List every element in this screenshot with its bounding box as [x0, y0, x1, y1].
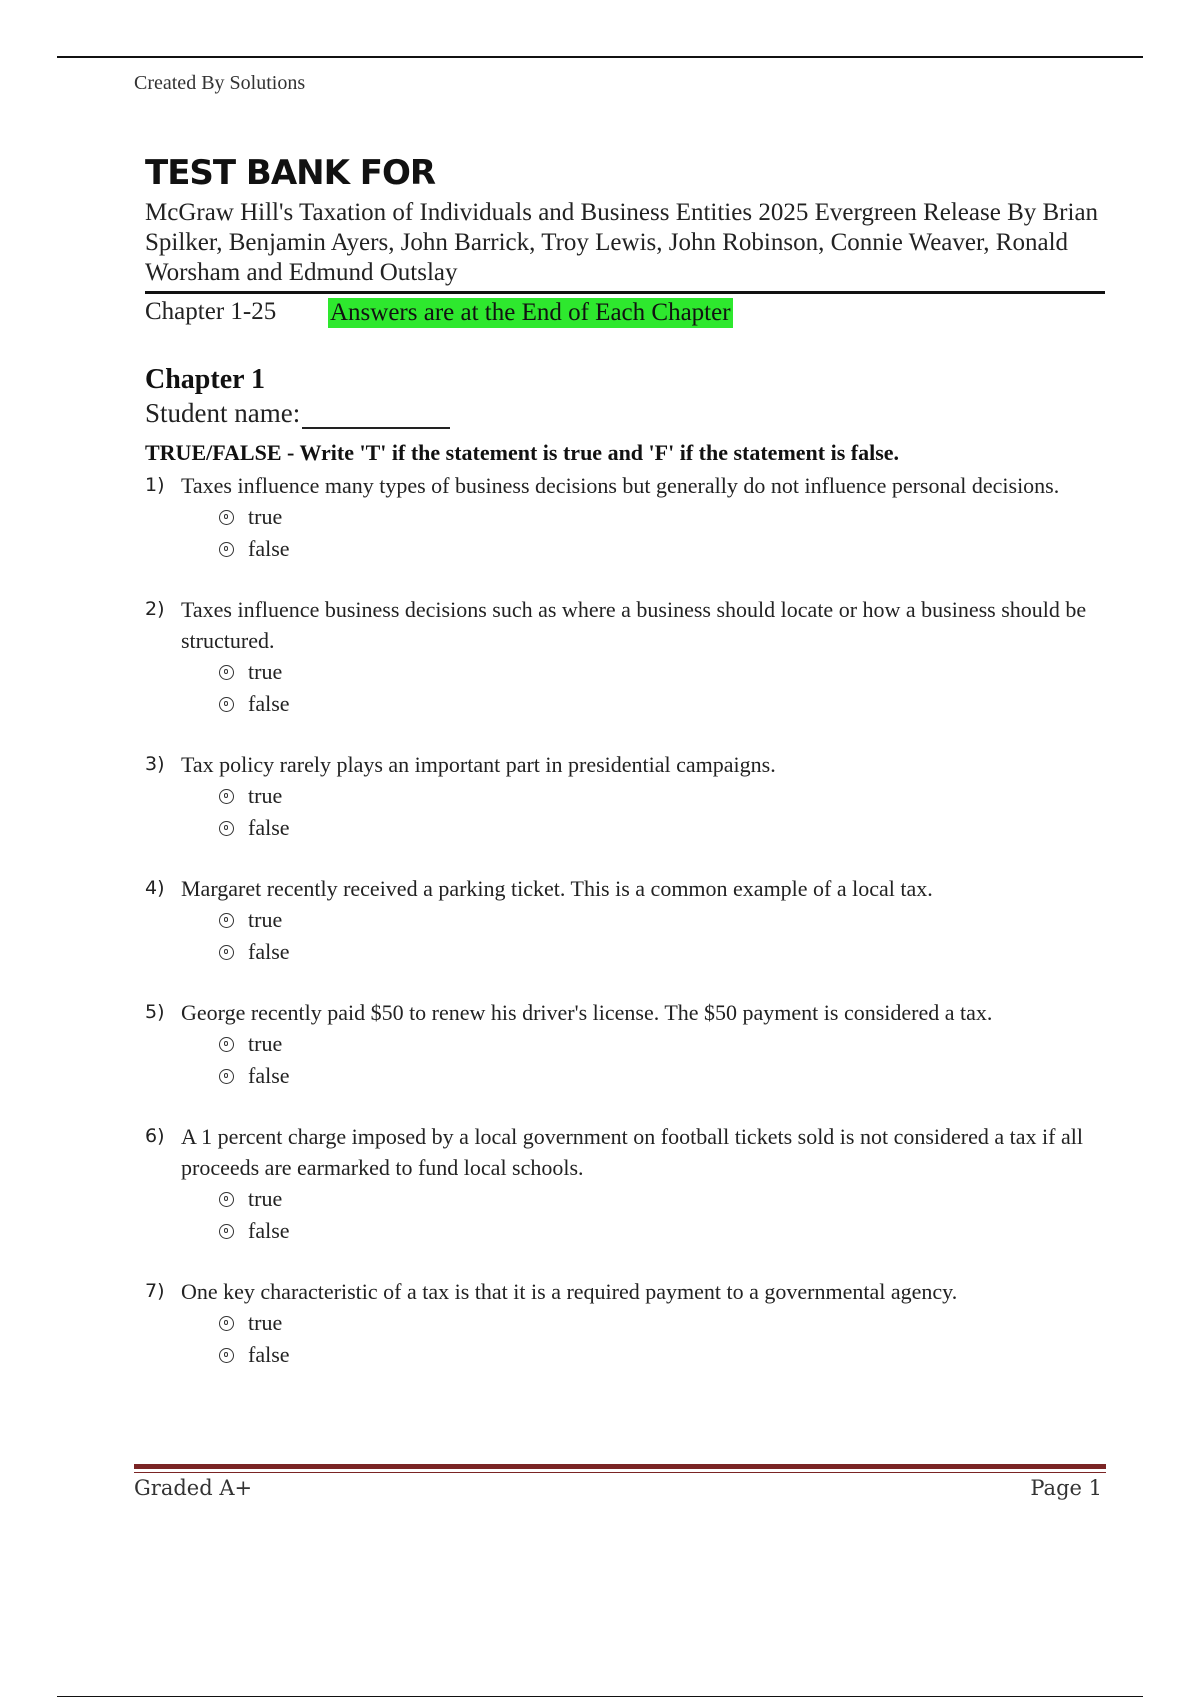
question-row	[145, 997, 1105, 1028]
question-text: Taxes influence business decisions such as where a business should locate or how a business should be structured.	[181, 597, 1087, 653]
question-number: 7)	[145, 1280, 165, 1302]
answer-option-false[interactable]	[219, 533, 1105, 565]
answer-option-label: true	[248, 907, 283, 932]
answer-option-true[interactable]	[219, 1028, 1105, 1060]
answer-option-label: true	[248, 1310, 283, 1335]
radio-icon[interactable]	[219, 1192, 234, 1207]
radio-icon[interactable]	[219, 1348, 234, 1363]
answer-option-true[interactable]	[219, 904, 1105, 936]
question-row	[145, 1276, 1105, 1307]
answer-option-label: false	[248, 536, 290, 561]
answer-option-label: false	[248, 1342, 290, 1367]
answer-option-label: true	[248, 504, 283, 529]
question-row	[145, 873, 1105, 904]
subtitle-divider	[145, 291, 1105, 294]
radio-icon[interactable]	[219, 1224, 234, 1239]
instructions: TRUE/FALSE - Write 'T' if the statement is true and 'F' if the statement is false.	[145, 440, 900, 465]
answer-option-label: false	[248, 1063, 290, 1088]
radio-icon[interactable]	[219, 510, 234, 525]
answer-option-true[interactable]	[219, 1183, 1105, 1215]
question-item	[145, 1121, 1105, 1247]
answer-option-label: true	[248, 1031, 283, 1056]
answer-option-false[interactable]	[219, 1060, 1105, 1092]
question-text: A 1 percent charge imposed by a local government on football tickets sold is not considered a tax if all proceeds are earmarked to fund local schools.	[181, 1124, 1083, 1180]
question-item	[145, 1276, 1105, 1371]
radio-icon[interactable]	[219, 913, 234, 928]
footer-grade: Graded A+	[134, 1476, 253, 1500]
question-item	[145, 749, 1105, 844]
question-row	[145, 749, 1105, 780]
question-item	[145, 470, 1105, 565]
question-number: 6)	[145, 1125, 165, 1147]
answers-note-highlight: Answers are at the End of Each Chapter	[330, 299, 731, 326]
student-name-blank[interactable]	[302, 399, 450, 429]
radio-icon[interactable]	[219, 945, 234, 960]
question-text: Margaret recently received a parking ticket. This is a common example of a local tax.	[181, 876, 933, 901]
answer-option-label: true	[248, 1186, 283, 1211]
radio-icon[interactable]	[219, 789, 234, 804]
answer-option-false[interactable]	[219, 812, 1105, 844]
question-list	[145, 470, 1105, 1400]
answer-option-label: false	[248, 1218, 290, 1243]
question-number: 5)	[145, 1001, 165, 1023]
radio-icon[interactable]	[219, 542, 234, 557]
answer-option-false[interactable]	[219, 1215, 1105, 1247]
answer-option-label: false	[248, 939, 290, 964]
top-rule	[57, 56, 1143, 58]
radio-icon[interactable]	[219, 1316, 234, 1331]
footer-rule	[134, 1464, 1106, 1469]
answer-option-false[interactable]	[219, 936, 1105, 968]
answer-option-false[interactable]	[219, 688, 1105, 720]
question-row	[145, 470, 1105, 501]
question-text: Taxes influence many types of business decisions but generally do not influence personal decisions.	[181, 473, 1060, 498]
page-number: Page 1	[1030, 1476, 1102, 1500]
book-subtitle: McGraw Hill's Taxation of Individuals and Business Entities 2025 Evergreen Release By Brian Spilker, Benjamin Ayers, John Barrick, Troy Lewis, John Robinson, Connie Weaver, Ronald Worsham and Edmund Outslay	[145, 199, 1099, 286]
radio-icon[interactable]	[219, 821, 234, 836]
question-item	[145, 997, 1105, 1092]
question-row	[145, 594, 1105, 656]
question-item	[145, 873, 1105, 968]
question-number: 3)	[145, 753, 165, 775]
radio-icon[interactable]	[219, 665, 234, 680]
answer-option-true[interactable]	[219, 1307, 1105, 1339]
question-text: George recently paid $50 to renew his driver's license. The $50 payment is considered a tax.	[181, 1000, 993, 1025]
question-number: 1)	[145, 474, 165, 496]
student-name-row	[145, 398, 450, 429]
question-row	[145, 1121, 1105, 1183]
radio-icon[interactable]	[219, 1037, 234, 1052]
answer-option-label: false	[248, 691, 290, 716]
question-item	[145, 594, 1105, 720]
page-title: TEST BANK FOR	[145, 153, 436, 193]
chapter-heading: Chapter 1	[145, 364, 266, 395]
radio-icon[interactable]	[219, 1069, 234, 1084]
question-text: One key characteristic of a tax is that it is a required payment to a governmental agency.	[181, 1279, 958, 1304]
answer-option-true[interactable]	[219, 656, 1105, 688]
answer-option-label: false	[248, 815, 290, 840]
chapter-range: Chapter 1-25	[145, 298, 277, 325]
answer-option-label: true	[248, 659, 283, 684]
question-number: 2)	[145, 598, 165, 620]
question-text: Tax policy rarely plays an important part in presidential campaigns.	[181, 752, 776, 777]
question-number: 4)	[145, 877, 165, 899]
student-name-label: Student name:	[145, 398, 301, 428]
footer-rule-thin	[134, 1472, 1106, 1473]
bottom-rule	[57, 1696, 1143, 1697]
answer-option-true[interactable]	[219, 780, 1105, 812]
answer-option-label: true	[248, 783, 283, 808]
radio-icon[interactable]	[219, 697, 234, 712]
answer-option-true[interactable]	[219, 501, 1105, 533]
answer-option-false[interactable]	[219, 1339, 1105, 1371]
created-by-text: Created By Solutions	[134, 72, 306, 94]
